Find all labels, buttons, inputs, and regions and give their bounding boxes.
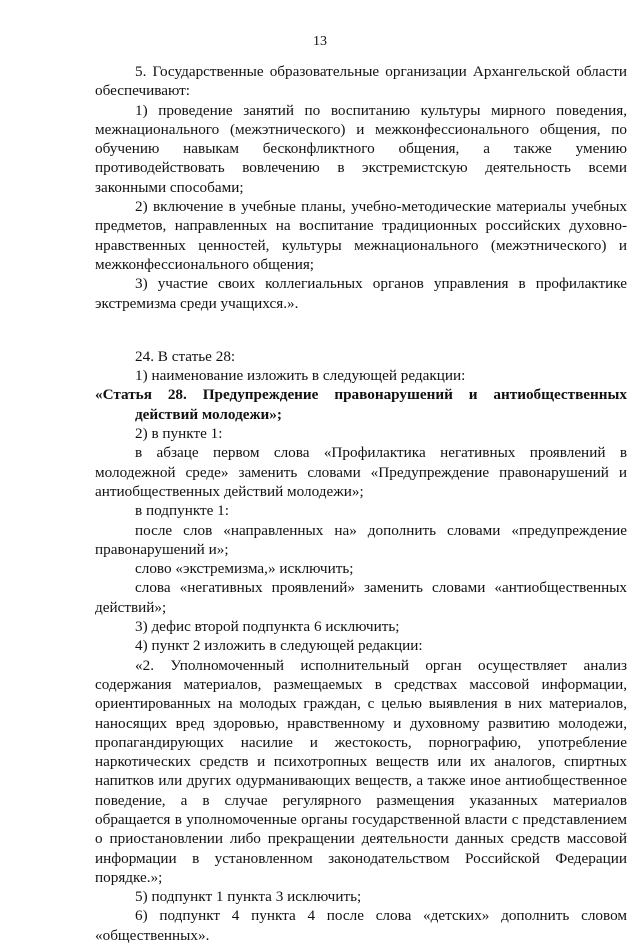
paragraph: 6) подпункт 4 пункта 4 после слова «детских» дополнить словом «общественных».: [95, 907, 627, 944]
paragraph: 24. В статье 28:: [135, 347, 236, 365]
paragraph: 1) наименование изложить в следующей редакции:: [135, 367, 466, 385]
paragraph: 1) проведение занятий по воспитанию культуры мирного поведения, межнационального (межэтнического) и межконфессионального общения, по обучению навыкам бесконфликтного общения, а также умению противодействовать вовлечению в экстремистскую деятельность всеми законными способами;: [95, 101, 627, 196]
paragraph: 5. Государственные образовательные организации Архангельской области обеспечивают:: [95, 63, 627, 100]
paragraph: после слов «направленных на» дополнить словами «предупреждение правонарушений и»;: [95, 521, 627, 558]
page-number: 13: [313, 34, 327, 49]
paragraph: 4) пункт 2 изложить в следующей редакции:: [135, 637, 423, 655]
paragraph: 3) дефис второй подпункта 6 исключить;: [135, 618, 400, 636]
paragraph: слово «экстремизма,» исключить;: [135, 560, 354, 578]
paragraph: в абзаце первом слова «Профилактика негативных проявлений в молодежной среде» заменить словами «Предупреждение правонарушений и антиобщественных действий молодежи»;: [95, 444, 627, 500]
section-gap: [95, 313, 627, 347]
article-title: «Статья 28. Предупреждение правонарушений и антиобщественных действий молодежи»;: [95, 386, 627, 423]
document-body: [95, 62, 627, 945]
paragraph: слова «негативных проявлений» заменить словами «антиобщественных действий»;: [95, 579, 627, 616]
paragraph: 2) включение в учебные планы, учебно-методические материалы учебных предметов, направленных на воспитание традиционных российских духовно-нравственных ценностей, культуры межнационального (межэтнического) и межконфессионального общения;: [95, 198, 627, 273]
paragraph: в подпункте 1:: [135, 502, 229, 520]
paragraph: 5) подпункт 1 пункта 3 исключить;: [135, 888, 362, 906]
paragraph: «2. Уполномоченный исполнительный орган осуществляет анализ содержания материалов, размещаемых в средствах массовой информации, ориентированных на молодых граждан, с целью выявления в них материалов, наносящих вред здоровью, нравственному и духовному развитию молодежи, пропагандирующих насилие и жестокость, порнографию, употребление наркотических средств и психотропных веществ или их аналогов, спиртных напитков или других одурманивающих веществ, а также иное антиобщественное поведение, а в случае регулярного размещения указанных материалов обращается в уполномоченные органы государственной власти с представлением о приостановлении либо прекращении деятельности данных средств массовой информации в установленном законодательством Российской Федерации порядке.»;: [95, 656, 627, 886]
paragraph: 2) в пункте 1:: [135, 425, 223, 443]
paragraph: 3) участие своих коллегиальных органов управления в профилактике экстремизма среди учащихся.».: [95, 275, 627, 312]
